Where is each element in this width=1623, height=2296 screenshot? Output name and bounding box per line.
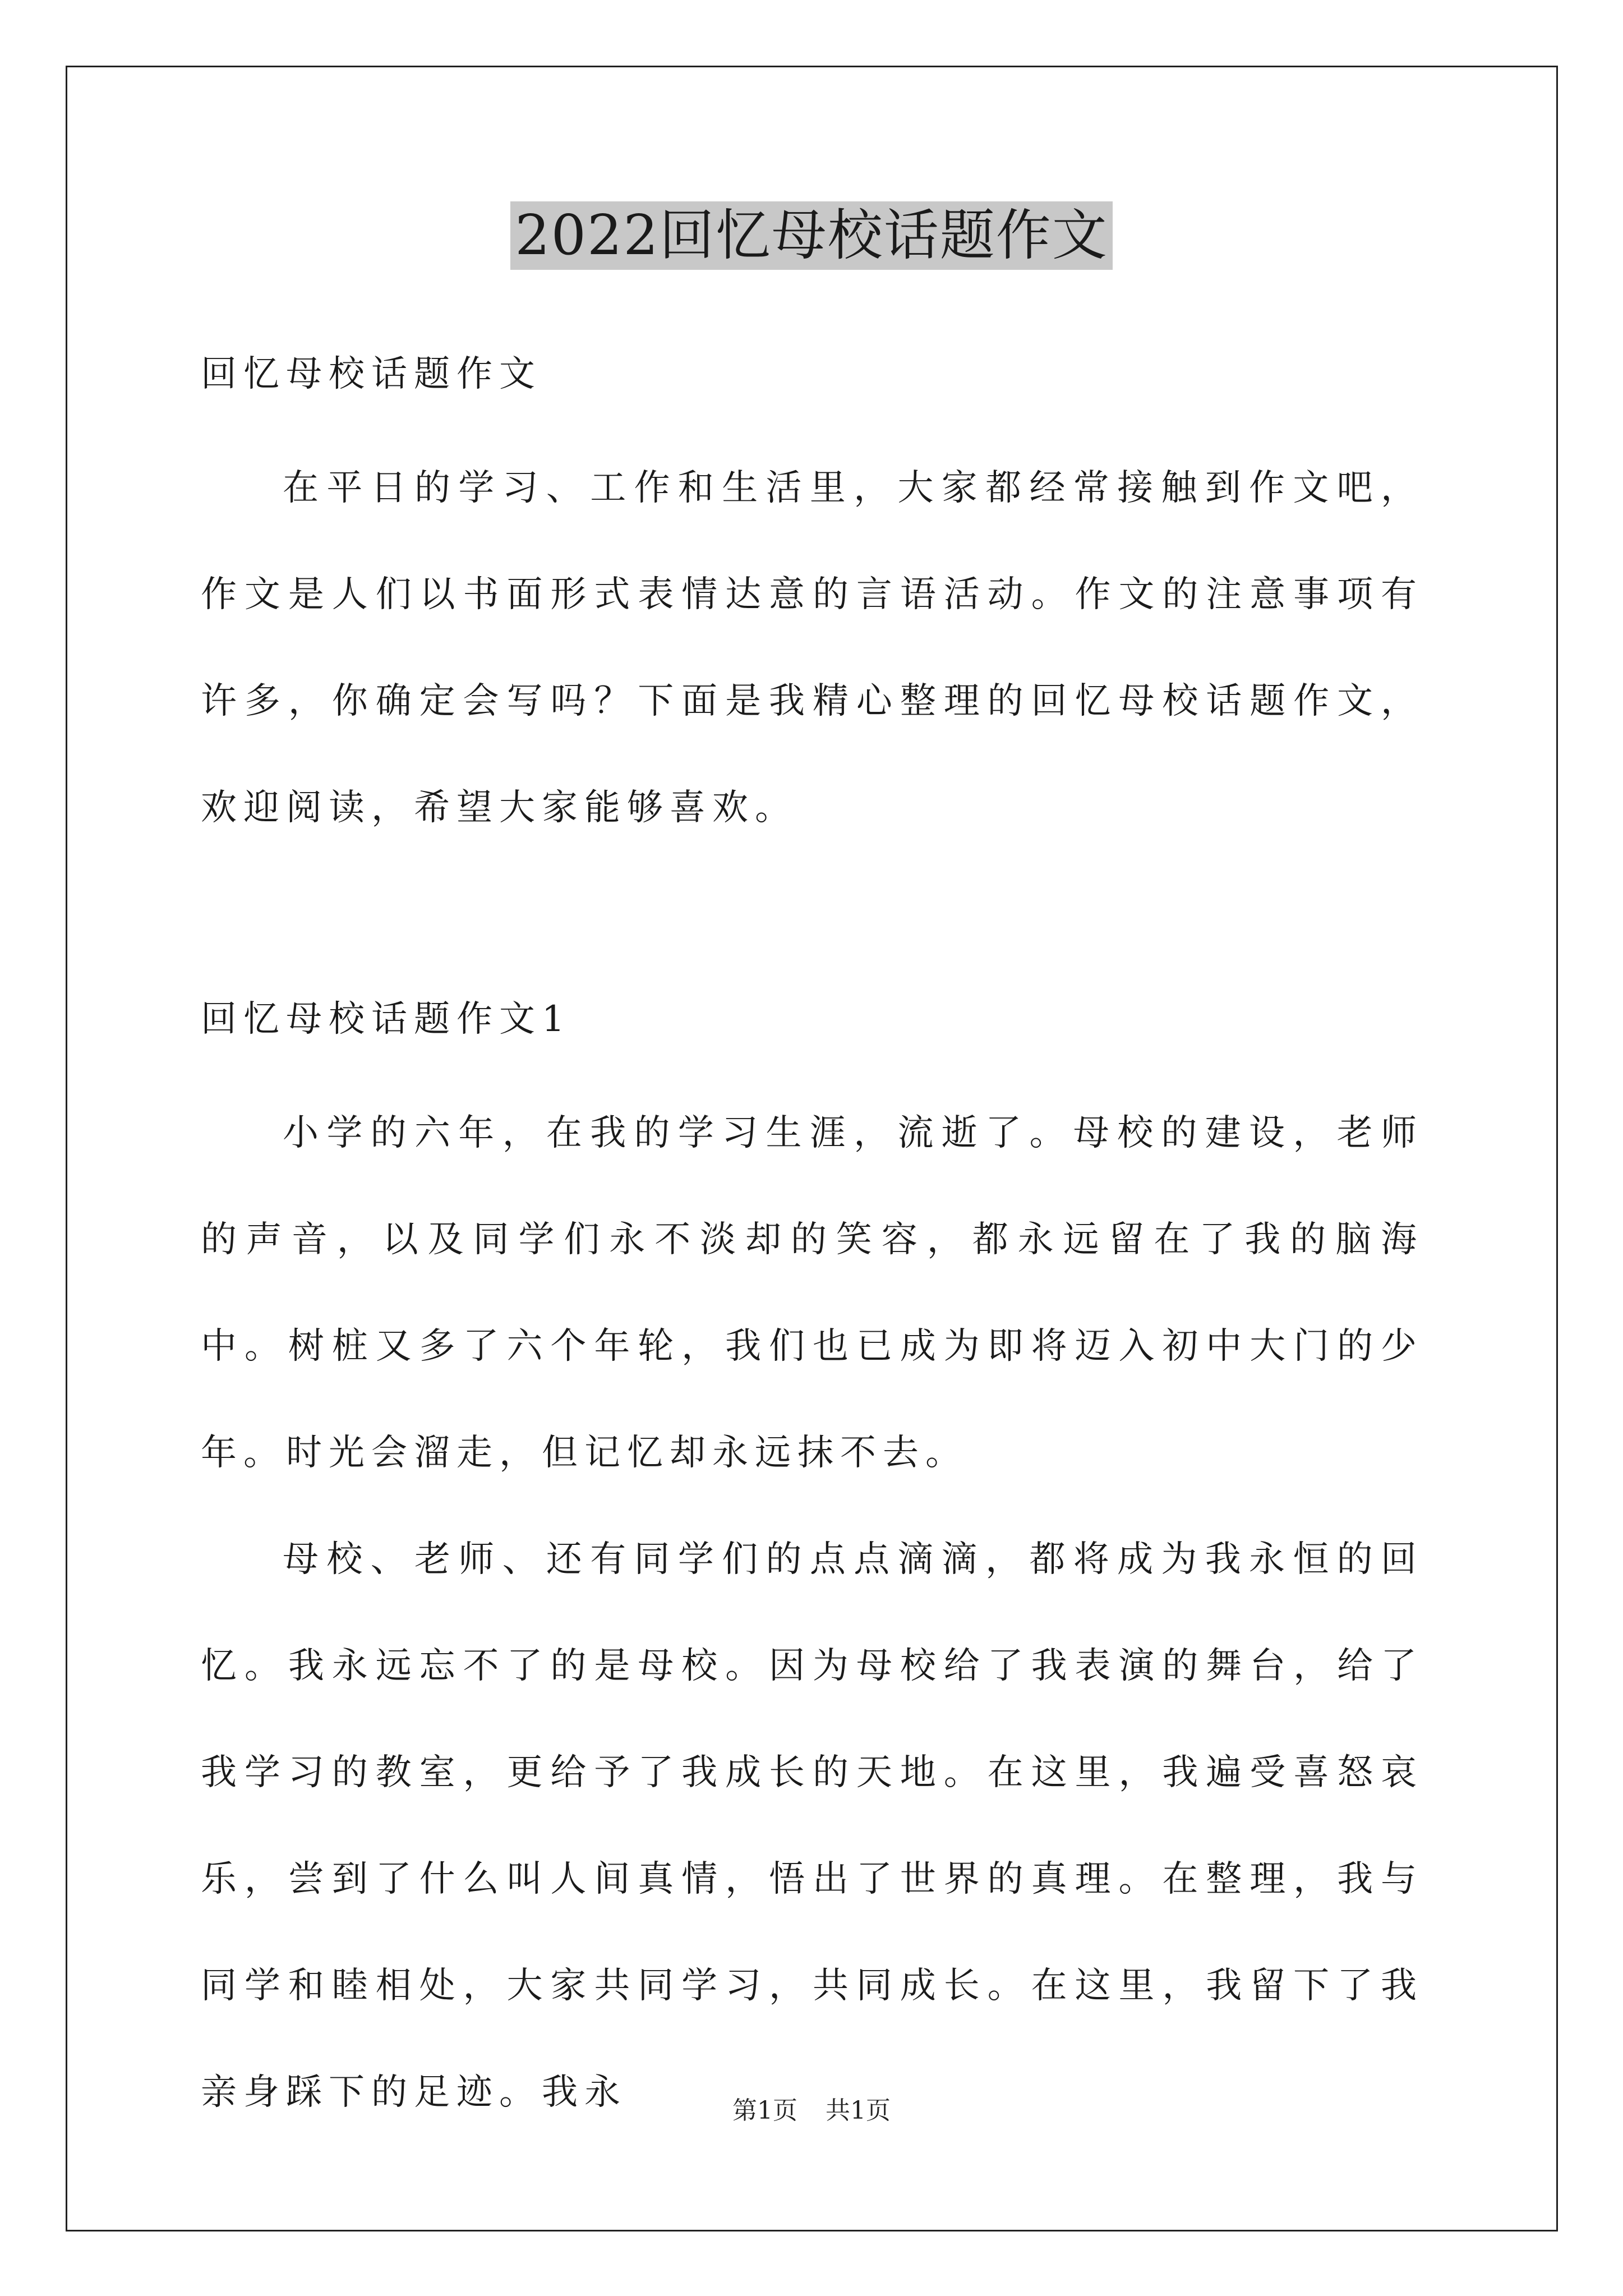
page-footer xyxy=(0,2094,1623,2128)
page-number-current: 第1页 xyxy=(732,2096,797,2125)
essay-heading xyxy=(201,997,1423,1042)
essay-heading-text: 回忆母校话题作文1 xyxy=(201,999,571,1040)
page-number-total: 共1页 xyxy=(826,2096,891,2125)
essay-section xyxy=(201,1080,1423,2146)
document-title xyxy=(0,194,1623,278)
intro-section xyxy=(201,435,1423,861)
essay-paragraph-1: 小学的六年，在我的学习生涯，流逝了。母校的建设，老师的声音，以及同学们永不淡却的笑容，都永远留在了我的脑海中。树桩又多了六个年轮，我们也已成为即将迈入初中大门的少年。时光会溜走，但记忆却永远抹不去。 xyxy=(201,1112,1423,1474)
essay-paragraph-2: 母校、老师、还有同学们的点点滴滴，都将成为我永恒的回忆。我永远忘不了的是母校。因为母校给了我表演的舞台，给了我学习的教室，更给予了我成长的天地。在这里，我遍受喜怒哀乐，尝到了什么叫人间真情，悟出了世界的真理。在整理，我与同学和睦相处，大家共同学习，共同成长。在这里，我留下了我亲身踩下的足迹。我永 xyxy=(201,1539,1423,2113)
title-text: 2022回忆母校话题作文 xyxy=(510,201,1112,270)
intro-heading-text: 回忆母校话题作文 xyxy=(201,353,542,395)
intro-heading xyxy=(201,352,1423,397)
intro-paragraph: 在平日的学习、工作和生活里，大家都经常接触到作文吧，作文是人们以书面形式表情达意的言语活动。作文的注意事项有许多，你确定会写吗？下面是我精心整理的回忆母校话题作文，欢迎阅读，希望大家能够喜欢。 xyxy=(201,467,1423,829)
